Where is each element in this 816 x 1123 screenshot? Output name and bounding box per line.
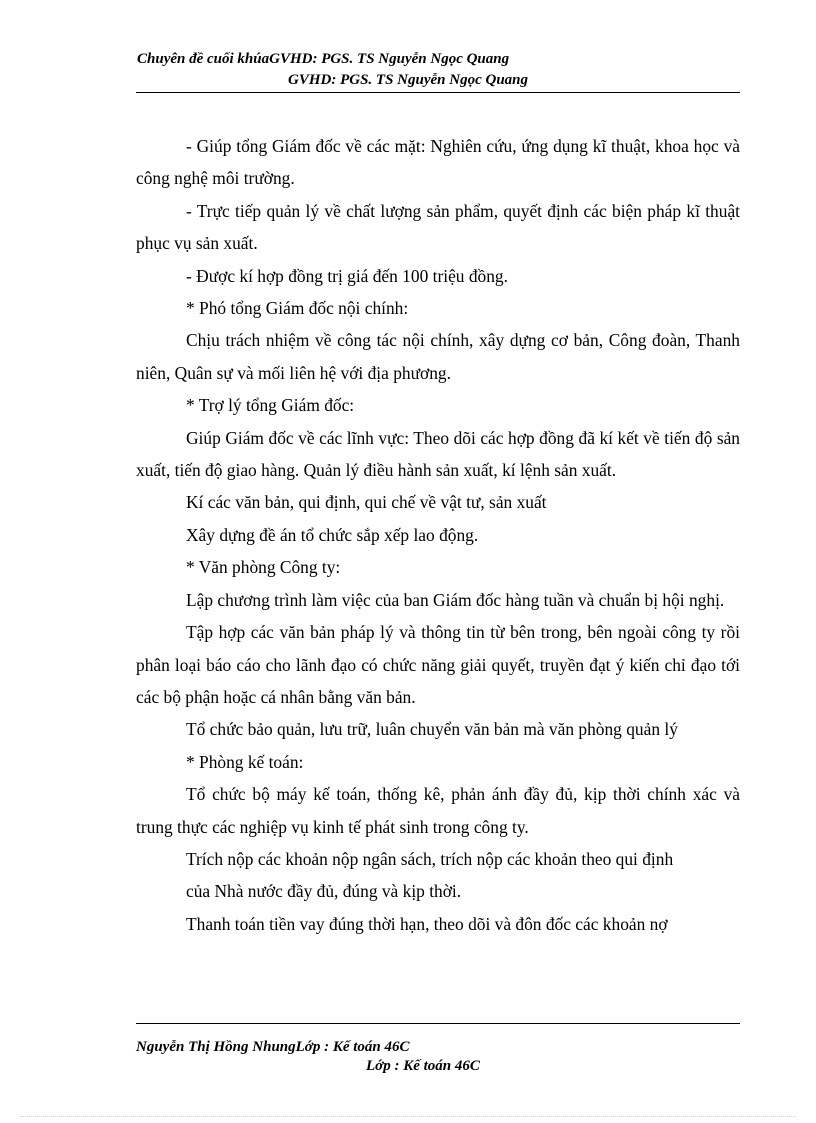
paragraph: Tập hợp các văn bản pháp lý và thông tin từ bên trong, bên ngoài công ty rồi phân loại báo cáo cho lãnh đạo có chức năng giải quyết, truyền đạt ý kiến chỉ đạo tới các bộ phận hoặc cá nhân bằng văn bản.: [136, 622, 740, 707]
paragraph: Chịu trách nhiệm về công tác nội chính, xây dựng cơ bản, Công đoàn, Thanh niên, Quân sự và mối liên hệ với địa phương.: [136, 330, 740, 383]
paragraph: Tổ chức bảo quản, lưu trữ, luân chuyển văn bản mà văn phòng quản lý: [186, 719, 678, 740]
footer-line-1: Nguyễn Thị Hồng NhungLớp : Kế toán 46C: [136, 1039, 410, 1055]
paragraph: * Phó tổng Giám đốc nội chính:: [186, 298, 409, 319]
paragraph: Xây dựng đề án tổ chức sắp xếp lao động.: [186, 524, 479, 545]
paragraph: - Được kí hợp đồng trị giá đến 100 triệu đồng.: [186, 265, 508, 286]
document-body: [136, 130, 740, 940]
page-edge-dotted-line: [20, 1116, 796, 1117]
paragraph: - Trực tiếp quản lý về chất lượng sản phẩm, quyết định các biện pháp kĩ thuật phục vụ sản xuất.: [136, 200, 740, 254]
header-divider: [136, 92, 740, 93]
footer-line-2: Lớp : Kế toán 46C: [366, 1058, 480, 1074]
paragraph: * Văn phòng Công ty:: [186, 557, 341, 578]
footer-divider: [136, 1023, 740, 1024]
paragraph: * Trợ lý tổng Giám đốc:: [186, 395, 355, 416]
header-line-1: Chuyên đề cuối khúaGVHD: PGS. TS Nguyễn Ngọc Quang: [137, 51, 510, 67]
paragraph: * Phòng kế toán:: [186, 751, 304, 772]
paragraph: của Nhà nước đầy đủ, đúng và kịp thời.: [186, 881, 462, 902]
paragraph: Lập chương trình làm việc của ban Giám đốc hàng tuần và chuẩn bị hội nghị.: [186, 589, 725, 610]
paragraph: Thanh toán tiền vay đúng thời hạn, theo dõi và đôn đốc các khoản nợ: [186, 913, 668, 934]
paragraph: Kí các văn bản, qui định, qui chế về vật tư, sản xuất: [186, 492, 547, 513]
header-line-2: GVHD: PGS. TS Nguyễn Ngọc Quang: [288, 72, 529, 88]
paragraph: - Giúp tổng Giám đốc về các mặt: Nghiên cứu, ứng dụng kĩ thuật, khoa học và công nghệ môi trường.: [136, 136, 740, 189]
paragraph: Trích nộp các khoản nộp ngân sách, trích nộp các khoản theo qui định: [186, 848, 674, 869]
paragraph: Giúp Giám đốc về các lĩnh vực: Theo dõi các hợp đồng đã kí kết về tiến độ sản xuất, tiến độ giao hàng. Quản lý điều hành sản xuất, kí lệnh sản xuất.: [136, 427, 740, 481]
paragraph: Tổ chức bộ máy kế toán, thống kê, phản ánh đầy đủ, kịp thời chính xác và trung thực các nghiệp vụ kinh tế phát sinh trong công ty.: [136, 784, 740, 837]
